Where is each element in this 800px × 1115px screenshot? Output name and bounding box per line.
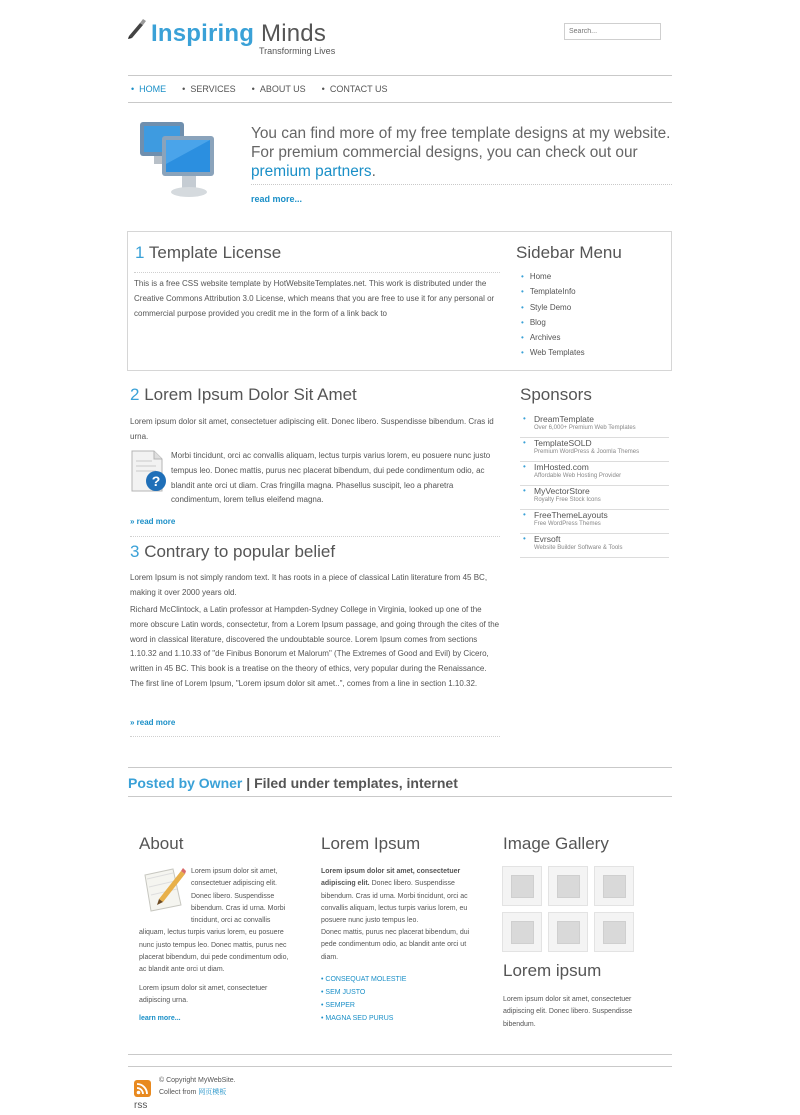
post-meta-separator: | (242, 775, 255, 791)
sponsor-name: MyVectorStore (534, 486, 590, 496)
about-p1: Lorem ipsum dolor sit amet, consectetuer adipiscing elit. Donec libero. Suspendisse bibendum. Cras id urna. Morbi tincidunt, orci ac convallis aliquam, lectus turpis varius lorem, eu posuere nunc justo tempus leo. Donec mattis, purus nec placerat bibendum, dui pede condimentum odio, ac blandit ante orci ut diam. (139, 868, 289, 974)
hero-text-end: . (371, 163, 376, 180)
nav-label: HOME (139, 84, 167, 94)
sponsor-item-templatesold[interactable] (520, 438, 669, 462)
copyright-text: © Copyright MyWebSite. (159, 1077, 236, 1084)
gallery-text: Lorem ipsum dolor sit amet, consectetuer adipiscing elit. Donec libero. Suspendisse bibendum. (503, 996, 633, 1028)
gallery-thumbnail[interactable] (594, 866, 634, 906)
sidebar-item-label: TemplateInfo (529, 287, 576, 297)
section-2-intro: Lorem ipsum dolor sit amet, consectetuer adipiscing elit. Donec libero. Suspendisse bibendum. Cras id urna. (130, 417, 494, 441)
gallery-thumbnail[interactable] (548, 912, 588, 952)
nav-label: SERVICES (190, 84, 236, 94)
thumbnail-placeholder (557, 921, 580, 944)
section-2-title (130, 385, 357, 405)
lorem-column-p2: Donec mattis, purus nec placerat bibendum, dui pede condimentum odio, ac blandit ante orci ut diam. (321, 929, 470, 961)
divider (251, 184, 672, 185)
nav-bullet: • (321, 84, 325, 94)
post-meta-text (128, 775, 458, 791)
logo-plain-text: Minds (261, 20, 327, 47)
help-document-icon (130, 449, 166, 493)
sidebar-item-label: Archives (529, 333, 561, 343)
bullet: • (523, 510, 526, 519)
bullet: • (521, 333, 524, 343)
sidebar-item-label: Style Demo (529, 302, 572, 312)
divider (130, 536, 500, 537)
sponsor-item-imhosted[interactable] (520, 462, 669, 486)
nav-label: CONTACT US (329, 84, 388, 94)
thumbnail-placeholder (557, 875, 580, 898)
bullet: • (523, 534, 526, 543)
post-meta-bar (128, 767, 672, 797)
link-magna-sed-purus[interactable]: • MAGNA SED PURUS (321, 1015, 394, 1022)
lorem-rest-text: Donec libero. Suspendisse bibendum. Cras id urna. Morbi tincidunt, orci ac convallis aliquam, lectus turpis varius lorem, eu posuere nunc justo tempus leo. (321, 880, 468, 925)
gallery-thumbnail[interactable] (594, 912, 634, 952)
lorem-column-text (321, 866, 471, 927)
sponsor-name: Evrsoft (534, 534, 561, 544)
search-input[interactable] (564, 23, 661, 40)
sponsor-item-evrsoft[interactable] (520, 534, 669, 558)
section-1-body: This is a free CSS website template by HotWebsiteTemplates.net. This work is distributed under the Creative Commons Attribution 3.0 License, which means that you are free to use it for any personal or commercial purpose provided you credit me in the form of a link back to (134, 279, 495, 318)
sponsor-name: FreeThemeLayouts (534, 510, 608, 520)
sidebar-menu-title: Sidebar Menu (516, 243, 622, 262)
about-p2: Lorem ipsum dolor sit amet, consectetuer adipiscing urna. (139, 985, 268, 1005)
rss-icon[interactable] (134, 1080, 151, 1097)
section-title-text: Template License (148, 243, 282, 262)
sponsor-desc: Free WordPress Themes (534, 521, 601, 527)
nav-item-services[interactable] (182, 84, 236, 94)
section-3-p2: Richard McClintock, a Latin professor at Hampden-Sydney College in Virginia, looked up one of the more obscure Latin words, consectetur, from a Lorem Ipsum passage, and going through the cites of the word in classical literature, discovered the undoubtable source. Lorem Ipsum comes from sections 1.10.32 and 1.10.33 of "de Finibus Bonorum et Malorum" (The Extremes of Good and Evil) by Cicero, written in 45 BC. This book is a treatise on the theory of ethics, very popular during the Renaissance. The first line of Lorem Ipsum, "Lorem ipsum dolor sit amet..", comes from a line in section 1.10.32. (130, 605, 500, 688)
section-2-body: Morbi tincidunt, orci ac convallis aliquam, lectus turpis varius lorem, eu posuere nunc justo tempus leo. Donec mattis, purus nec placerat bibendum, dui pede condimentum odio, ac blandit ante orci ut diam. Cras fringilla magna. Phasellus suscipit, leo a pharetra condimentum, lorem tellus eleifend magna. (171, 451, 491, 505)
nav-bullet: • (251, 84, 255, 94)
nav-item-contact[interactable] (322, 84, 388, 94)
site-logo[interactable] (151, 20, 326, 48)
divider (130, 736, 500, 737)
rss-label[interactable]: rss (134, 1100, 148, 1111)
gallery-thumbnail[interactable] (502, 912, 542, 952)
link-consequat-molestie[interactable]: • CONSEQUAT MOLESTIE (321, 976, 407, 983)
sponsor-desc: Royalty Free Stock Icons (534, 497, 601, 503)
section-title-text: Contrary to popular belief (144, 542, 336, 561)
lorem-link-list (321, 976, 406, 1028)
sponsor-name: DreamTemplate (534, 414, 594, 424)
link-sem-justo[interactable]: • SEM JUSTO (321, 989, 366, 996)
footer-copyright (159, 1075, 236, 1098)
sponsor-desc: Over 6,000+ Premium Web Templates (534, 425, 636, 431)
premium-partners-link[interactable]: premium partners (251, 163, 372, 180)
nav-item-about[interactable] (252, 84, 306, 94)
collect-prefix: Collect from (159, 1088, 199, 1096)
gallery-subtitle: Lorem ipsum (503, 961, 602, 980)
brush-logo-icon (126, 18, 148, 40)
sidebar-item-label: Home (529, 272, 552, 281)
thumbnail-placeholder (603, 921, 626, 944)
filed-under-text: Filed under templates, internet (254, 775, 458, 791)
sponsor-desc: Affordable Web Hosting Provider (534, 473, 622, 479)
site-tagline: Transforming Lives (259, 46, 336, 56)
posted-by-link[interactable]: Posted by Owner (128, 775, 243, 791)
hero-text (251, 124, 671, 181)
sponsor-item-freethemelayouts[interactable] (520, 510, 669, 534)
computers-icon (132, 120, 224, 202)
bullet: • (521, 302, 524, 312)
thumbnail-placeholder (511, 921, 534, 944)
main-nav (128, 75, 672, 103)
nav-label: ABOUT US (259, 84, 306, 94)
sidebar-item-web-templates[interactable] (521, 348, 585, 363)
nav-bullet: • (182, 84, 186, 94)
learn-more-link[interactable]: learn more... (139, 1015, 181, 1022)
section-3-read-more-link[interactable]: » read more (130, 718, 176, 727)
collect-line (159, 1087, 236, 1099)
sponsor-item-myvectorstore[interactable] (520, 486, 669, 510)
lorem-column-title: Lorem Ipsum (321, 834, 421, 853)
sponsor-desc: Premium WordPress & Joomla Themes (534, 449, 640, 455)
hero-read-more-link[interactable]: read more... (251, 194, 303, 204)
divider (128, 1054, 672, 1055)
sponsor-name: ImHosted.com (534, 462, 589, 472)
bullet: • (523, 486, 526, 495)
gallery-thumbnail[interactable] (502, 866, 542, 906)
sponsors-title: Sponsors (520, 385, 592, 404)
nav-item-home[interactable] (131, 84, 166, 94)
nav-bullet: • (131, 84, 135, 94)
thumbnail-placeholder (603, 875, 626, 898)
bullet: • (521, 348, 524, 358)
bullet: • (523, 414, 526, 423)
about-title: About (139, 834, 184, 853)
sidebar-menu (521, 272, 585, 364)
lorem-bold-text: Lorem ipsum dolor sit amet, consectetuer adipiscing elit. (321, 868, 461, 888)
gallery-thumbnail[interactable] (548, 866, 588, 906)
sponsor-item-dreamtemplate[interactable] (520, 414, 669, 438)
divider (134, 272, 500, 273)
bullet: • (521, 317, 524, 327)
sidebar-item-archives[interactable] (521, 333, 585, 348)
sponsor-name: TemplateSOLD (534, 438, 592, 448)
bullet: • (523, 462, 526, 471)
bullet: • (523, 438, 526, 447)
sidebar-item-home[interactable] (521, 272, 585, 287)
sidebar-item-style-demo[interactable] (521, 303, 585, 318)
section-3-p1: Lorem Ipsum is not simply random text. It has roots in a piece of classical Latin literature from 45 BC, making it over 2000 years old. (130, 573, 488, 597)
bullet: • (521, 287, 524, 297)
thumbnail-placeholder (511, 875, 534, 898)
sidebar-item-blog[interactable] (521, 318, 585, 333)
section-2-read-more-link[interactable]: » read more (130, 517, 176, 526)
sidebar-item-label: Web Templates (529, 348, 585, 358)
section-3-title (130, 542, 335, 562)
svg-text:?: ? (151, 473, 161, 489)
about-text (139, 866, 291, 977)
section-number: 1 (135, 243, 145, 262)
section-title-text: Lorem Ipsum Dolor Sit Amet (144, 385, 357, 404)
gallery-title: Image Gallery (503, 834, 609, 853)
logo-accent-text: Inspiring (151, 20, 255, 47)
sidebar-item-label: Blog (529, 317, 546, 327)
divider (128, 1066, 672, 1067)
bullet: • (521, 272, 524, 281)
section-number: 3 (130, 542, 140, 561)
icon-spacer (139, 866, 191, 916)
hero-text-body: You can find more of my free template designs at my website. For premium commercial designs, you can check out our (251, 125, 671, 161)
link-semper[interactable]: • SEMPER (321, 1002, 355, 1009)
section-number: 2 (130, 385, 140, 404)
collect-link[interactable]: 网页模板 (198, 1088, 227, 1096)
sidebar-item-templateinfo[interactable] (521, 287, 585, 302)
sponsor-desc: Website Builder Software & Tools (534, 545, 623, 551)
section-1-title (135, 243, 281, 263)
